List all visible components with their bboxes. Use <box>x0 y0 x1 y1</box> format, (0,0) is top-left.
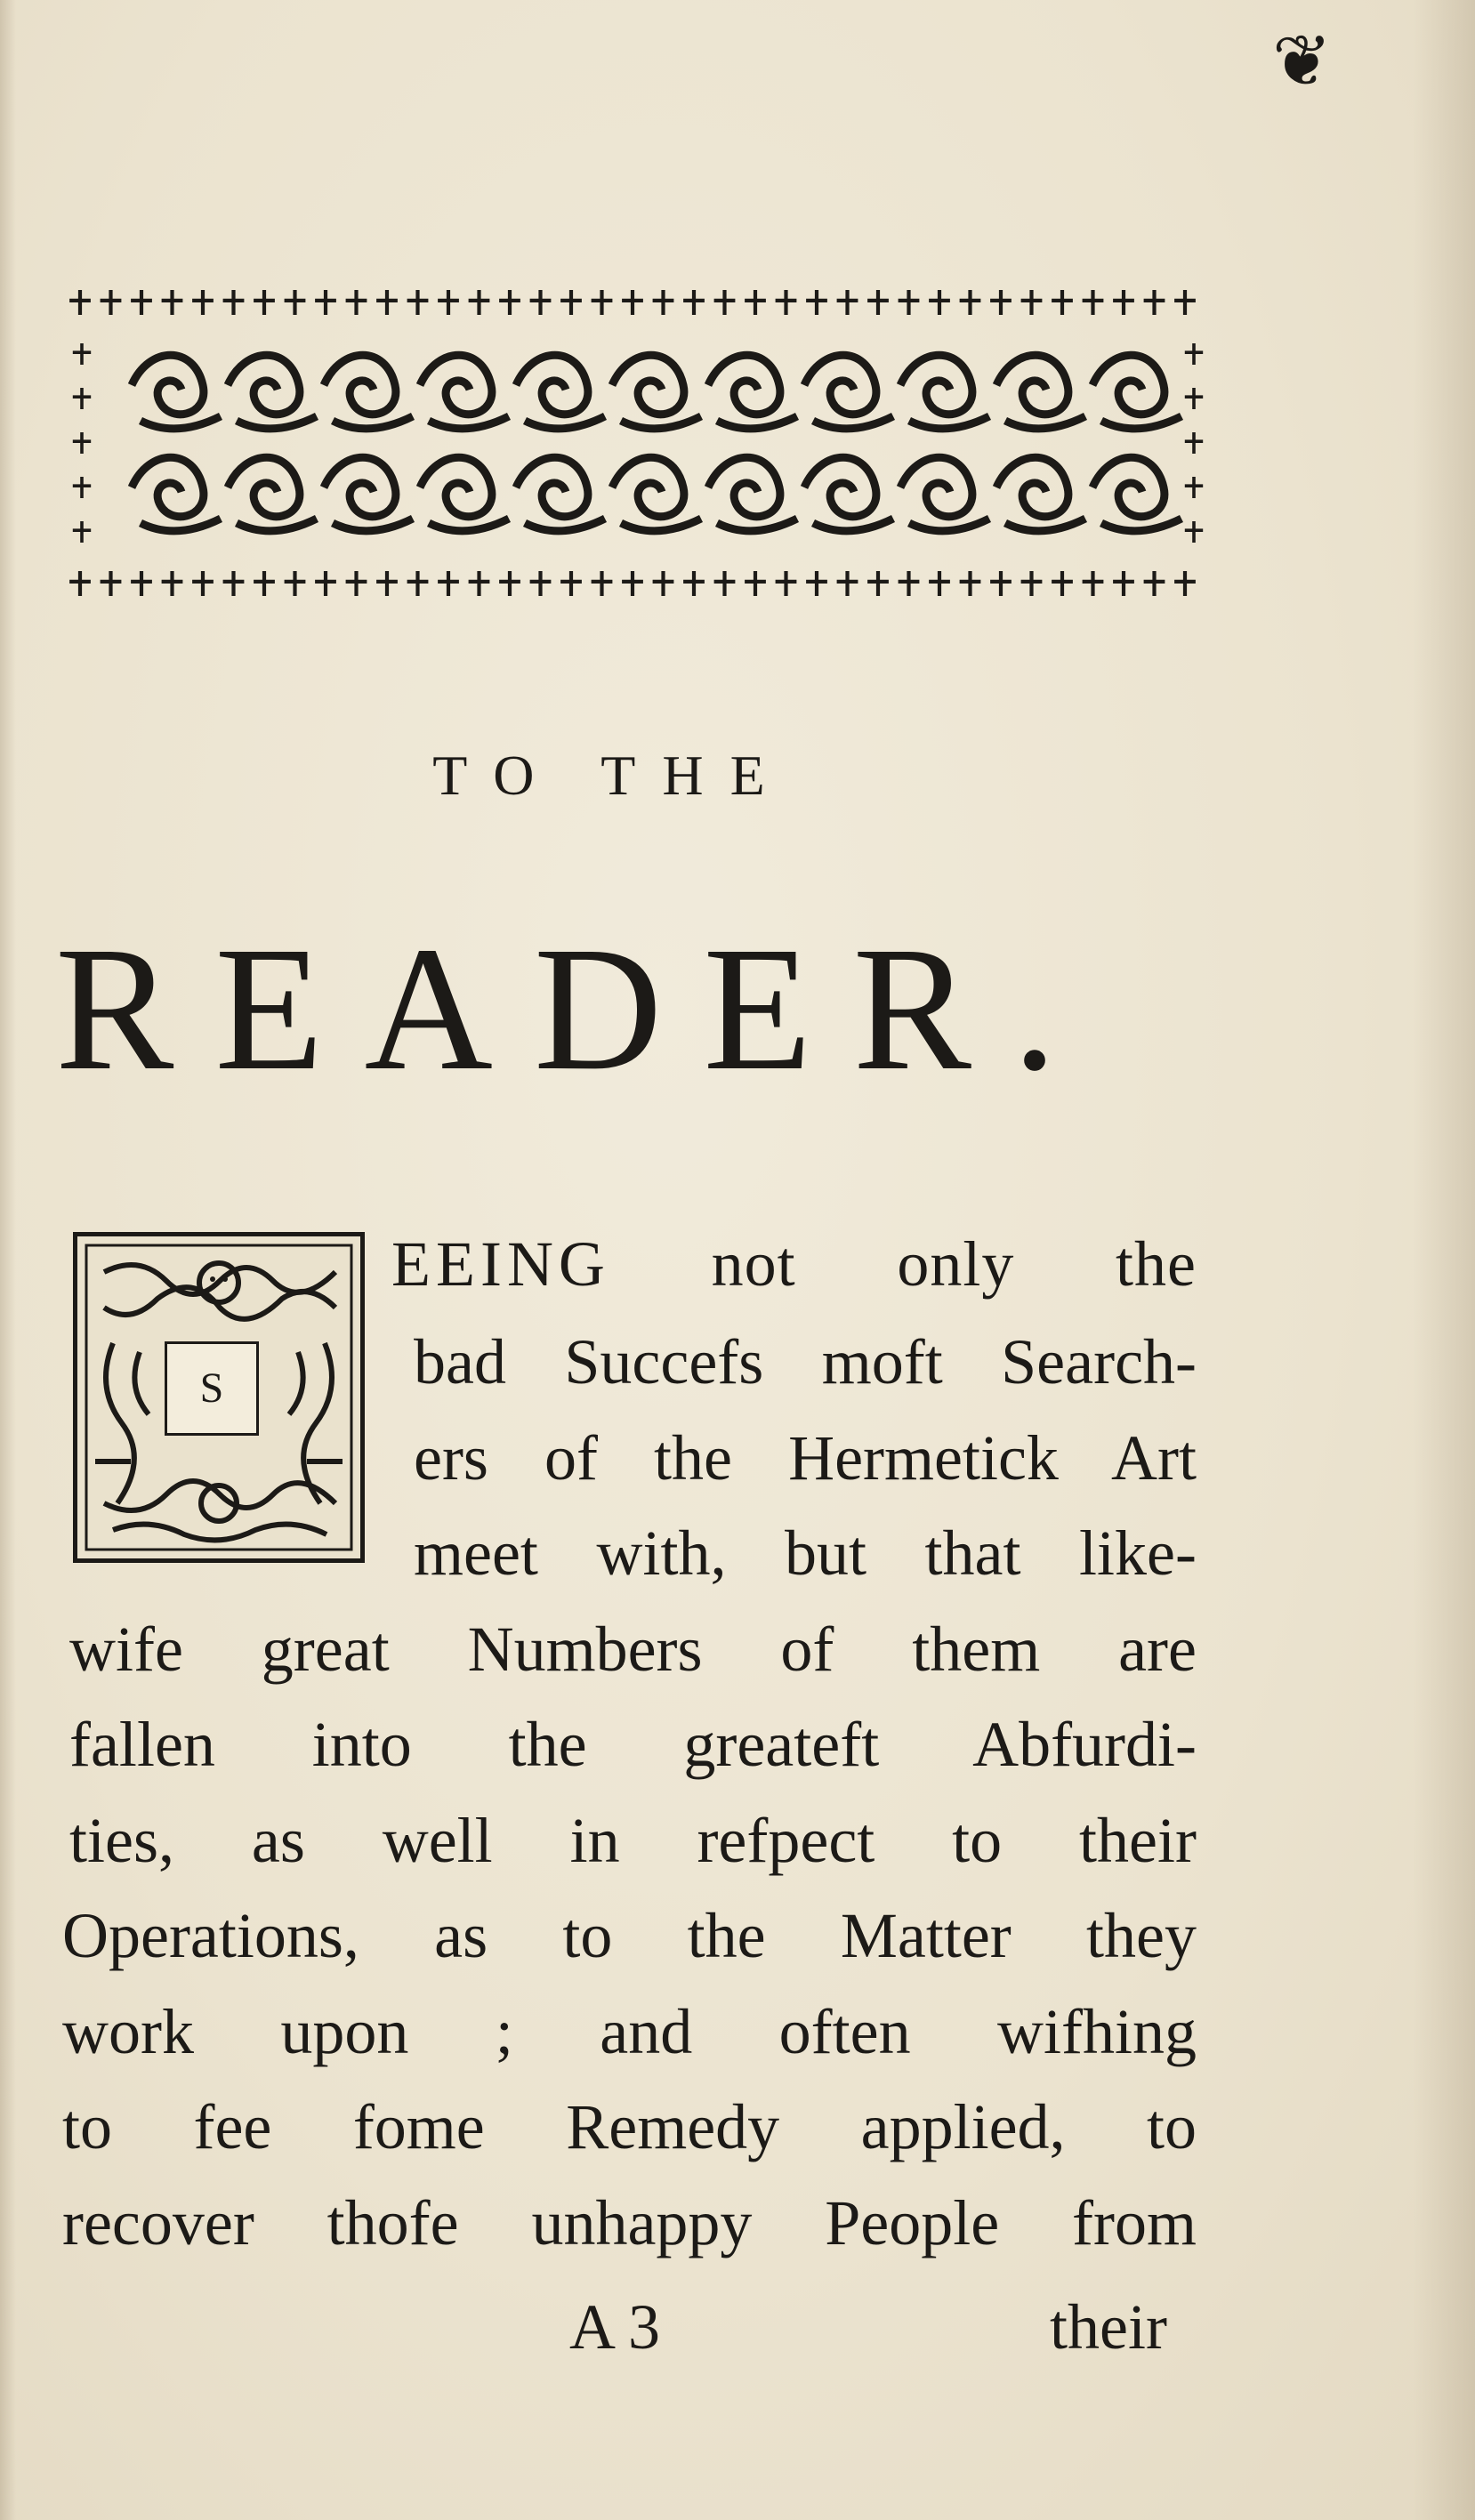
heading-reader: READER. <box>55 911 1098 1107</box>
drop-cap-block <box>73 1232 365 1563</box>
text-line-7: ties, as well in refpect to their <box>69 1805 1197 1876</box>
text-line-8: Operations, as to the Matter they <box>62 1900 1197 1971</box>
text-line-2: bad Succefs moft Search- <box>414 1326 1197 1397</box>
text-line-9: work upon ; and often wifhing <box>62 1996 1197 2067</box>
text-line-1 <box>391 1228 1197 1300</box>
drop-cap-letter: S <box>165 1341 259 1436</box>
text-line-5: wife great Numbers of them are <box>69 1614 1197 1685</box>
text-line-4: meet with, but that like- <box>414 1518 1197 1589</box>
page-edge-shadow <box>1413 0 1475 2520</box>
first-word-caps: EEING <box>391 1228 610 1300</box>
heading-to-the: TO THE <box>432 744 792 807</box>
ornamental-headpiece-icon <box>69 283 1208 603</box>
signature-mark: A 3 <box>569 2291 661 2363</box>
first-line-rest: not only the <box>711 1228 1197 1300</box>
page-gutter-shadow <box>0 0 16 2520</box>
corner-blot-icon: ❦ <box>1272 23 1333 101</box>
text-line-10: to fee fome Remedy applied, to <box>62 2091 1197 2162</box>
text-line-6: fallen into the greateft Abfurdi- <box>69 1709 1197 1780</box>
text-line-11: recover thofe unhappy People from <box>62 2187 1197 2258</box>
catchword: their <box>1050 2291 1167 2363</box>
text-line-3: ers of the Hermetick Art <box>414 1422 1197 1493</box>
